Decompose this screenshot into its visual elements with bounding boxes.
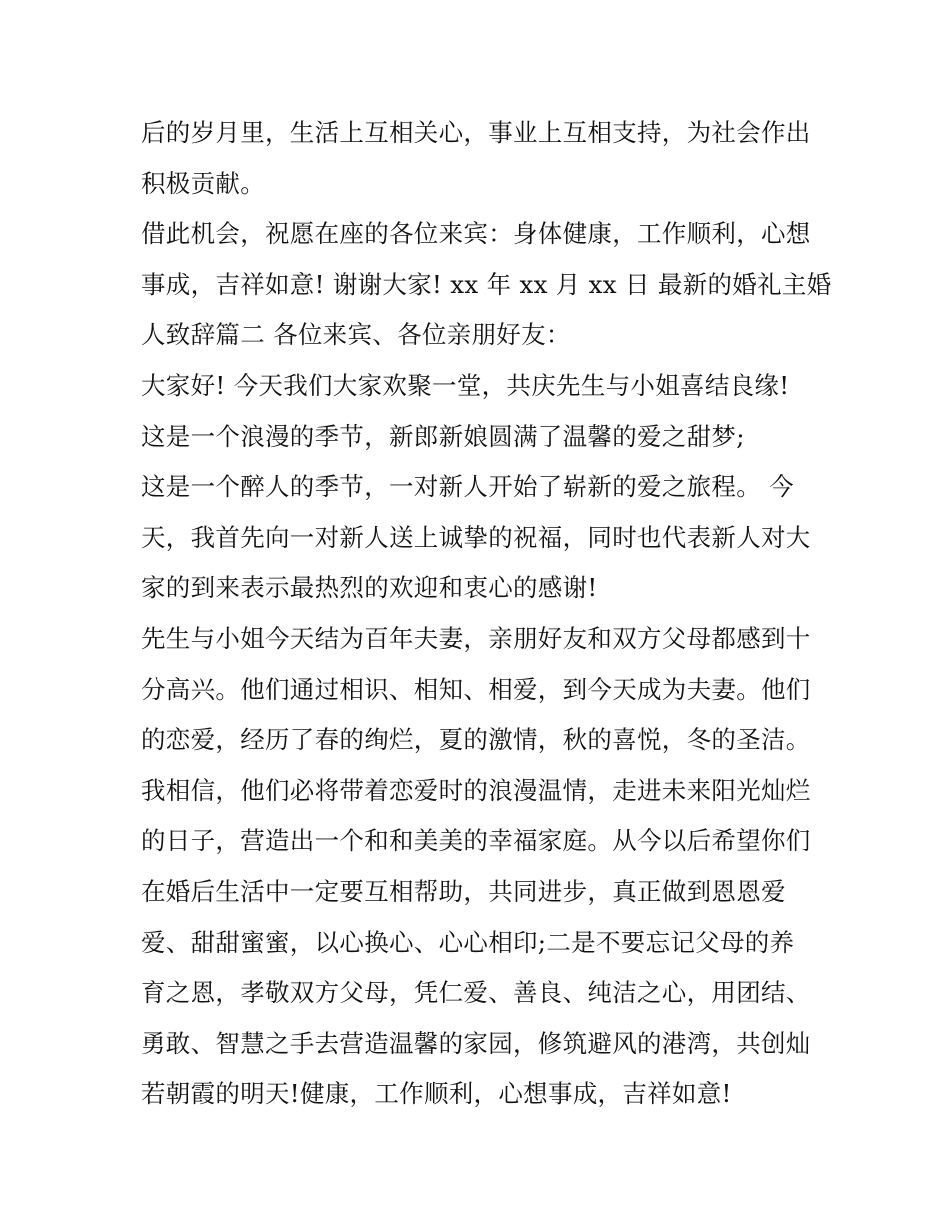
- text-line: 的日子，营造出一个和和美美的幸福家庭。从今以后希望你们: [141, 826, 811, 856]
- document-body: [141, 108, 832, 1120]
- text-line: 人致辞篇二 各位来宾、各位亲朋好友：: [141, 320, 571, 350]
- text-line: 勇敢、智慧之手去营造温馨的家园，修筑避风的港湾，共创灿: [141, 1028, 811, 1058]
- text-line: 事成，吉祥如意! 谢谢大家! xx 年 xx 月 xx 日 最新的婚礼主婚: [141, 269, 832, 299]
- text-line: 爱、甜甜蜜蜜，以心换心、心心相印;二是不要忘记父母的养: [141, 927, 795, 957]
- text-line: 分高兴。他们通过相识、相知、相爱，到今天成为夫妻。他们: [141, 674, 811, 704]
- text-line: 这是一个浪漫的季节，新郎新娘圆满了温馨的爱之甜梦;: [141, 421, 745, 451]
- text-line: 家的到来表示最热烈的欢迎和衷心的感谢!: [141, 573, 598, 603]
- text-line: 积极贡献。: [141, 168, 265, 198]
- text-line: 借此机会，祝愿在座的各位来宾：身体健康，工作顺利，心想: [141, 219, 811, 249]
- text-line: 若朝霞的明天!健康，工作顺利，心想事成，吉祥如意!: [141, 1079, 732, 1109]
- text-line: 先生与小姐今天结为百年夫妻，亲朋好友和双方父母都感到十: [141, 623, 811, 653]
- text-line: 育之恩，孝敬双方父母，凭仁爱、善良、纯洁之心，用团结、: [141, 978, 811, 1008]
- text-line: 在婚后生活中一定要互相帮助，共同进步，真正做到恩恩爱: [141, 876, 786, 906]
- text-line: 后的岁月里，生活上互相关心，事业上互相支持，为社会作出: [141, 118, 811, 147]
- text-line: 大家好! 今天我们大家欢聚一堂，共庆先生与小姐喜结良缘!: [141, 370, 790, 400]
- text-line: 的恋爱，经历了春的绚烂，夏的激情，秋的喜悦，冬的圣洁。: [141, 725, 811, 755]
- text-line: 这是一个醉人的季节，一对新人开始了崭新的爱之旅程。 今: [141, 472, 794, 502]
- text-line: 我相信，他们必将带着恋爱时的浪漫温情，走进未来阳光灿烂: [141, 775, 811, 805]
- text-line: 天，我首先向一对新人送上诚挚的祝福，同时也代表新人对大: [141, 522, 811, 552]
